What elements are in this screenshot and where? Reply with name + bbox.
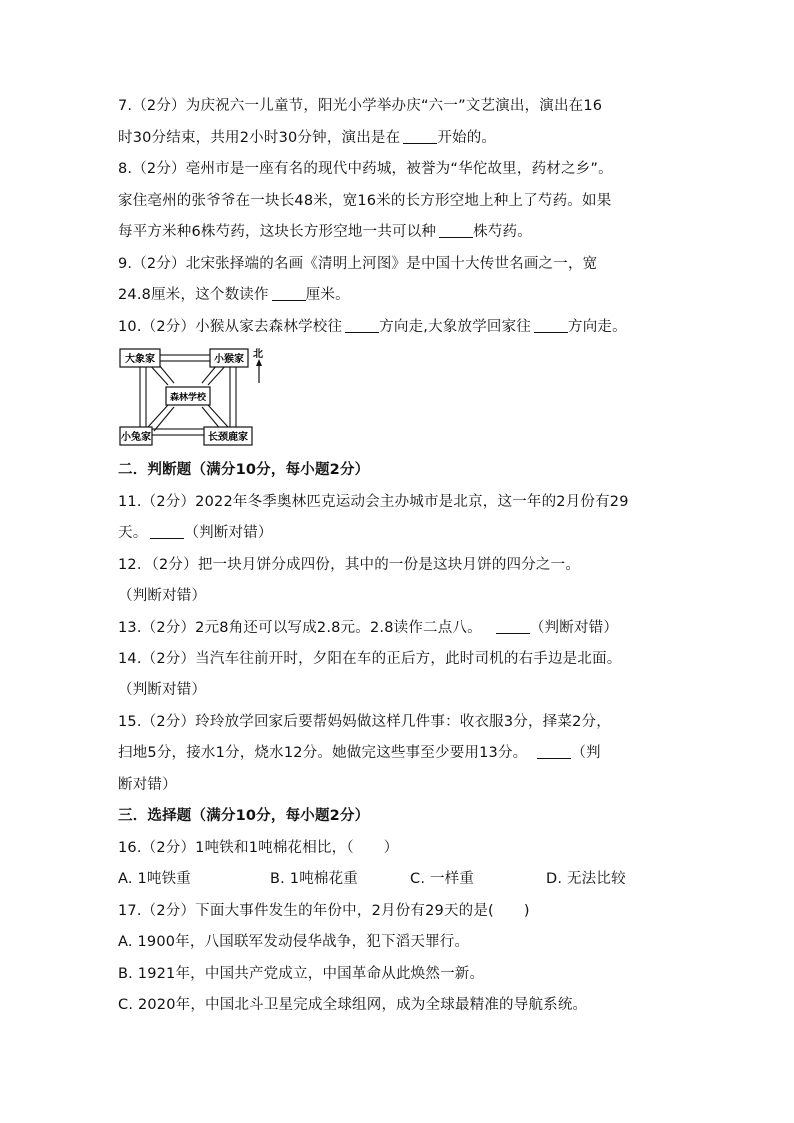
q17-stem-text: 17.（2分）下面大事件发生的年份中，2月份有29天的是( bbox=[118, 903, 494, 919]
forest-map-figure bbox=[118, 345, 268, 449]
q15-line-3: 断对错） bbox=[118, 777, 177, 793]
q16-stem-text: 16.（2分）1吨铁和1吨棉花相比，（ bbox=[118, 840, 354, 856]
q9-answer-blank[interactable] bbox=[272, 286, 306, 301]
q9-line-2 bbox=[118, 285, 350, 305]
section-3-heading: 三．选择题（满分10分，每小题2分） bbox=[118, 808, 370, 824]
section-2-heading: 二．判断题（满分10分，每小题2分） bbox=[118, 462, 370, 478]
school-label: 森林学校 bbox=[169, 393, 207, 403]
q10-text-3: 方向走。 bbox=[568, 319, 627, 335]
q11-text-before-blank: 天。 bbox=[118, 525, 148, 541]
q15-text-after-blank: （判 bbox=[571, 745, 601, 761]
q14-line-1: 14.（2分）当汽车往前开时，夕阳在车的正后方，此时司机的右手边是北面。 bbox=[118, 651, 622, 667]
q11-line-2 bbox=[118, 523, 273, 543]
q13-text-before-blank: 13.（2分）2元8角还可以写成2.8元。2.8读作二点八。 bbox=[118, 620, 482, 636]
q8-line-3 bbox=[118, 222, 532, 242]
q8-answer-blank[interactable] bbox=[439, 223, 473, 238]
north-arrow-icon bbox=[256, 359, 262, 383]
q7-line-1: 7.（2分）为庆祝六一儿童节，阳光小学举办庆“六一”文艺演出，演出在16 bbox=[118, 98, 603, 114]
deer-house-label: 长颈鹿家 bbox=[208, 432, 248, 443]
q10-line bbox=[118, 317, 627, 337]
elephant-house-label: 大象家 bbox=[125, 354, 155, 365]
q8-line-1: 8.（2分）亳州市是一座有名的现代中药城，被誉为“华佗故里，药材之乡”。 bbox=[118, 161, 613, 177]
q17-stem-close: ) bbox=[523, 903, 530, 919]
q14-line-2: （判断对错） bbox=[118, 682, 207, 698]
q8-line-2: 家住亳州的张爷爷在一块长48米，宽16米的长方形空地上种上了芍药。如果 bbox=[118, 193, 612, 209]
q8-text-after-blank: 株芍药。 bbox=[473, 224, 532, 240]
q16-stem-close: ） bbox=[383, 840, 399, 856]
q16-option-c[interactable]: C. 一样重 bbox=[410, 871, 475, 887]
q17-option-a[interactable]: A. 1900年，八国联军发动侵华战争，犯下滔天罪行。 bbox=[118, 934, 470, 950]
q10-answer-blank-2[interactable] bbox=[534, 318, 568, 333]
q13-text-after-blank: （判断对错） bbox=[529, 620, 619, 636]
q10-text-1: 10.（2分）小猴从家去森林学校往 bbox=[118, 319, 343, 335]
north-label: 北 bbox=[253, 349, 263, 360]
q16-option-a[interactable]: A. 1吨铁重 bbox=[118, 871, 192, 887]
q7-line-2 bbox=[118, 128, 496, 148]
q15-text-before-blank: 扫地5分，接水1分，烧水12分。她做完这些事至少要用13分。 bbox=[118, 745, 528, 761]
q16-option-b[interactable]: B. 1吨棉花重 bbox=[270, 871, 358, 887]
q17-stem bbox=[118, 901, 530, 921]
q10-answer-blank-1[interactable] bbox=[345, 318, 379, 333]
q17-option-c[interactable]: C. 2020年，中国北斗卫星完成全球组网，成为全球最精准的导航系统。 bbox=[118, 997, 588, 1013]
q17-option-b[interactable]: B. 1921年，中国共产党成立，中国革命从此焕然一新。 bbox=[118, 966, 485, 982]
q16-stem bbox=[118, 838, 399, 858]
q16-option-d[interactable]: D. 无法比较 bbox=[546, 871, 626, 887]
q11-line-1: 11.（2分）2022年冬季奥林匹克运动会主办城市是北京，这一年的2月份有29 bbox=[118, 494, 629, 510]
q9-line-1: 9.（2分）北宋张择端的名画《清明上河图》是中国十大传世名画之一，宽 bbox=[118, 256, 598, 272]
monkey-house-label: 小猴家 bbox=[214, 354, 244, 365]
q12-line-1: 12．（2分）把一块月饼分成四份，其中的一份是这块月饼的四分之一。 bbox=[118, 557, 581, 573]
q11-answer-blank[interactable] bbox=[150, 524, 184, 539]
rabbit-house-label: 小兔家 bbox=[121, 432, 151, 443]
q9-text-before-blank: 24.8厘米，这个数读作 bbox=[118, 287, 269, 303]
q15-answer-blank[interactable] bbox=[537, 744, 571, 759]
q11-text-after-blank: （判断对错） bbox=[184, 525, 273, 541]
q15-line-1: 15.（2分）玲玲放学回家后要帮妈妈做这样几件事：收衣服3分，择菜2分， bbox=[118, 714, 611, 730]
q7-text-after-blank: 开始的。 bbox=[437, 130, 497, 146]
q15-line-2 bbox=[118, 743, 601, 763]
q7-text-before-blank: 时30分结束，共用2小时30分钟，演出是在 bbox=[118, 130, 401, 146]
q10-text-2: 方向走,大象放学回家往 bbox=[379, 319, 531, 335]
q13-answer-blank[interactable] bbox=[496, 619, 530, 634]
q12-line-2: （判断对错） bbox=[118, 588, 207, 604]
q13-line bbox=[118, 618, 618, 638]
q7-answer-blank[interactable] bbox=[403, 129, 437, 144]
q9-text-after-blank: 厘米。 bbox=[305, 287, 350, 303]
q8-text-before-blank: 每平方米种6株芍药，这块长方形空地一共可以种 bbox=[118, 224, 437, 240]
